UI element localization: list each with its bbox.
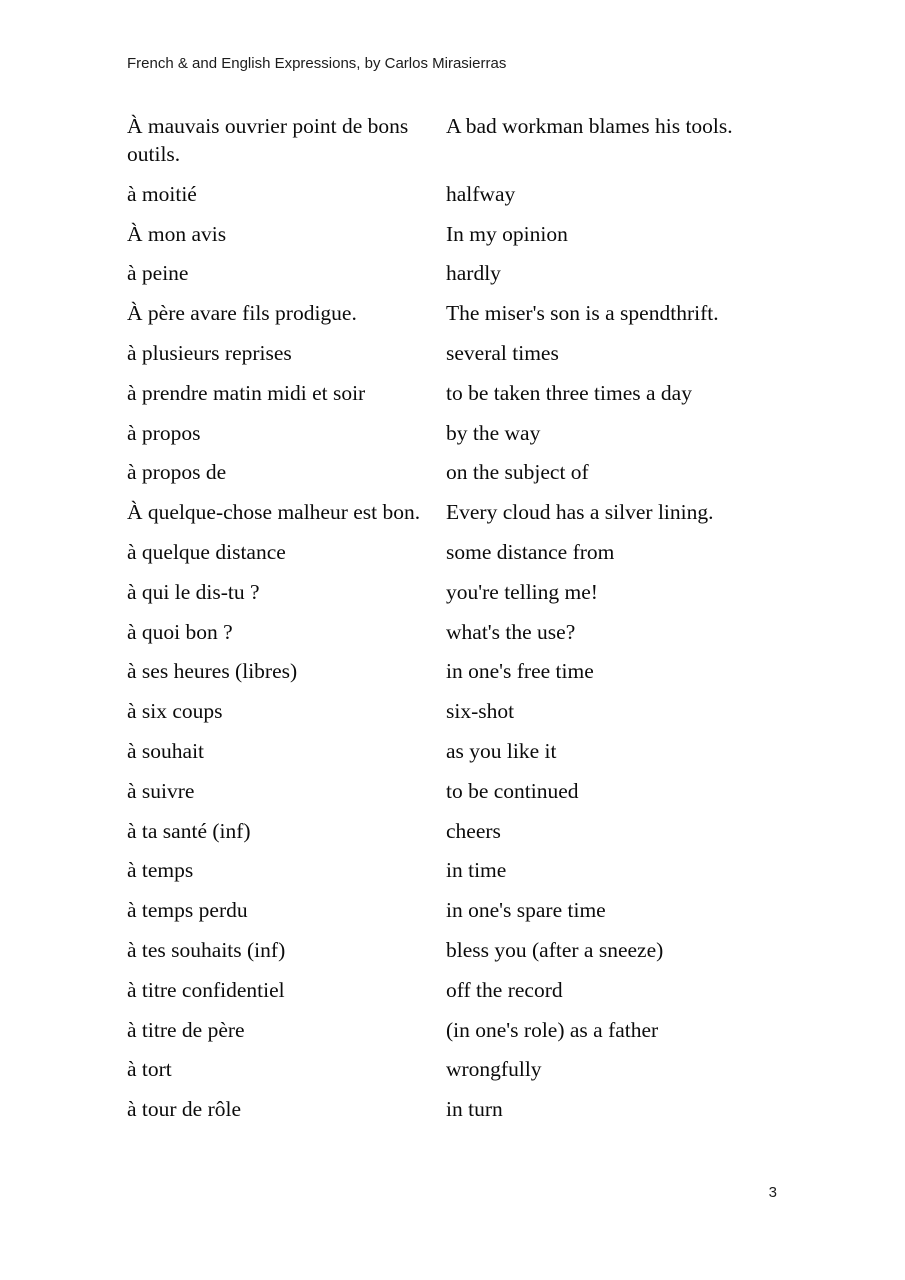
french-expression: à propos de	[127, 460, 227, 485]
french-expression: À père avare fils prodigue.	[127, 301, 357, 326]
expression-row	[127, 538, 805, 566]
expression-row	[127, 896, 805, 924]
french-expression: à tort	[127, 1057, 172, 1082]
french-expression: à prendre matin midi et soir	[127, 380, 366, 405]
expression-row	[127, 697, 805, 725]
expression-row	[127, 777, 805, 805]
english-translation: in time	[446, 858, 507, 883]
expression-row	[127, 737, 805, 765]
expression-row	[127, 976, 805, 1004]
french-expression: à tes souhaits (inf)	[127, 937, 286, 962]
french-expression: À mon avis	[127, 221, 227, 246]
document-title: French & and English Expressions, by Carlos Mirasierras	[127, 55, 507, 72]
expression-row	[127, 1016, 805, 1044]
english-translation: several times	[446, 340, 559, 365]
french-expression: À mauvais ouvrier point de bons outils.	[127, 114, 409, 166]
expression-row	[127, 339, 805, 367]
english-translation: in one's spare time	[446, 898, 606, 923]
english-translation: in turn	[446, 1097, 503, 1122]
french-expression: À quelque-chose malheur est bon.	[127, 500, 421, 525]
expression-row	[127, 220, 805, 248]
french-expression: à temps perdu	[127, 898, 248, 923]
expression-row	[127, 299, 805, 327]
english-translation: off the record	[446, 977, 563, 1002]
english-translation: (in one's role) as a father	[446, 1017, 659, 1042]
english-translation: six-shot	[446, 699, 515, 724]
french-expression: à ses heures (libres)	[127, 659, 298, 684]
expression-row	[127, 1055, 805, 1083]
english-translation: cheers	[446, 818, 501, 843]
french-expression: à suivre	[127, 778, 195, 803]
french-expression: à titre de père	[127, 1017, 245, 1042]
expression-row	[127, 259, 805, 287]
french-expression: à ta santé (inf)	[127, 818, 251, 843]
french-expression: à moitié	[127, 181, 197, 206]
french-expression: à peine	[127, 261, 189, 286]
english-translation: A bad workman blames his tools.	[446, 114, 733, 138]
expression-row	[127, 419, 805, 447]
english-translation: The miser's son is a spendthrift.	[446, 301, 719, 326]
english-translation: in one's free time	[446, 659, 594, 684]
english-translation: bless you (after a sneeze)	[446, 937, 664, 962]
english-translation: you're telling me!	[446, 579, 598, 604]
french-expression: à qui le dis-tu ?	[127, 579, 260, 604]
expression-row	[127, 618, 805, 646]
english-translation: halfway	[446, 181, 516, 206]
expression-row	[127, 379, 805, 407]
english-translation: Every cloud has a silver lining.	[446, 500, 714, 525]
english-translation: as you like it	[446, 738, 557, 763]
expression-row	[127, 180, 805, 208]
expression-row	[127, 1095, 805, 1123]
expression-row	[127, 817, 805, 845]
expression-row	[127, 936, 805, 964]
expression-row	[127, 112, 805, 168]
expression-row	[127, 458, 805, 486]
expression-row	[127, 498, 805, 526]
expression-row	[127, 578, 805, 606]
english-translation: some distance from	[446, 539, 615, 564]
french-expression: à temps	[127, 858, 194, 883]
french-expression: à tour de rôle	[127, 1097, 242, 1122]
expression-list	[127, 112, 805, 1123]
english-translation: by the way	[446, 420, 541, 445]
expression-row	[127, 657, 805, 685]
page-number: 3	[768, 1184, 777, 1201]
french-expression: à quelque distance	[127, 539, 286, 564]
english-translation: to be continued	[446, 778, 579, 803]
english-translation: to be taken three times a day	[446, 380, 692, 405]
french-expression: à six coups	[127, 699, 223, 724]
french-expression: à propos	[127, 420, 201, 445]
french-expression: à souhait	[127, 738, 205, 763]
english-translation: wrongfully	[446, 1057, 542, 1082]
french-expression: à quoi bon ?	[127, 619, 233, 644]
english-translation: hardly	[446, 261, 501, 286]
english-translation: In my opinion	[446, 221, 568, 246]
expression-row	[127, 856, 805, 884]
english-translation: on the subject of	[446, 460, 589, 485]
french-expression: à titre confidentiel	[127, 977, 285, 1002]
english-translation: what's the use?	[446, 619, 576, 644]
french-expression: à plusieurs reprises	[127, 340, 292, 365]
